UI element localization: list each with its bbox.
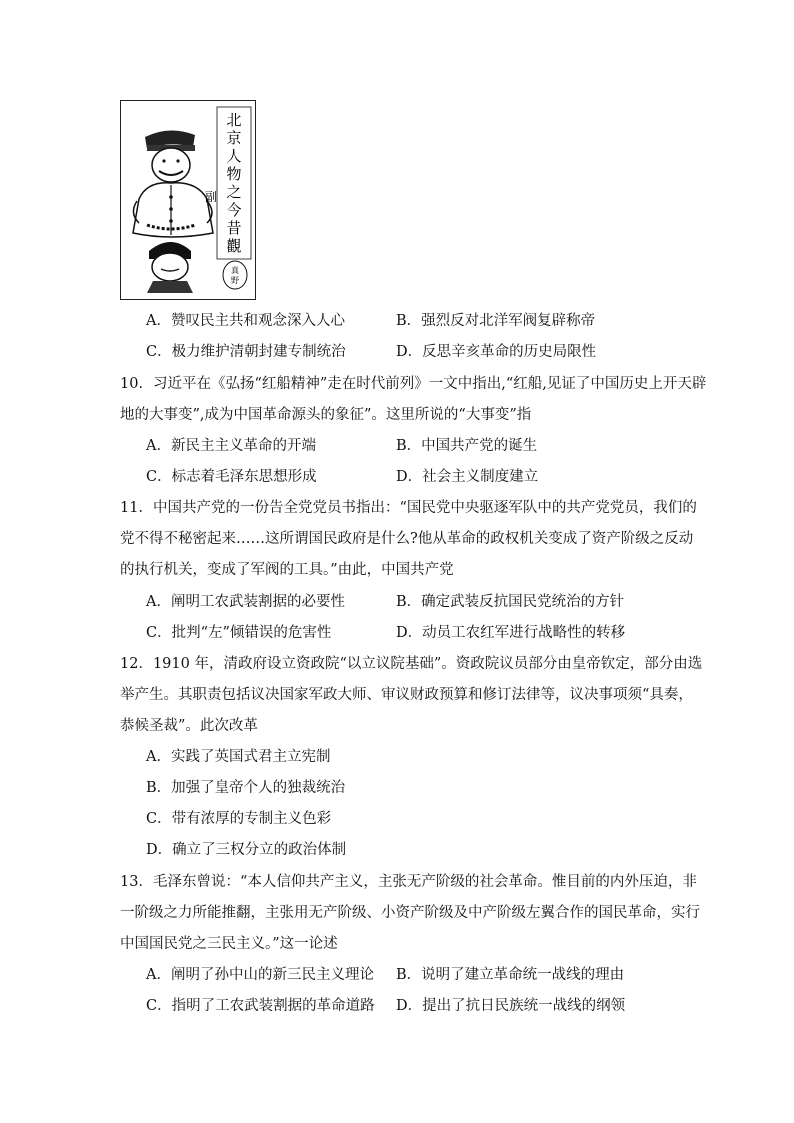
q12-option-b: B．加强了皇帝个人的独裁统治 xyxy=(146,780,346,796)
cartoon-signature: 真 xyxy=(231,266,239,275)
q13-stem-line2: 一阶级之力所能推翻，主张用无产阶级、小资产阶级及中产阶级左翼合作的国民革命，实行 xyxy=(120,905,700,921)
q13-option-b: B．说明了建立革命统一战线的理由 xyxy=(396,967,625,983)
q11-stem-line3: 的执行机关，变成了军阀的工具。”由此，中国共产党 xyxy=(120,562,454,578)
cartoon-caption-char: 人 xyxy=(226,147,242,165)
q10-stem-line1: 10．习近平在《弘扬“红船精神”走在时代前列》一文中指出,“红船,见证了中国历史上开天辟 xyxy=(120,376,707,392)
q9-option-d: D．反思辛亥革命的历史局限性 xyxy=(396,344,597,360)
q12-stem-line3: 恭候圣裁”。此次改革 xyxy=(120,718,258,734)
cartoon-caption-char: 今 xyxy=(226,201,242,219)
q13-option-c: C．指明了工农武装割据的革命道路 xyxy=(146,998,375,1014)
cartoon-mark: 副 xyxy=(204,190,218,204)
q12-option-c: C．带有浓厚的专制主义色彩 xyxy=(146,811,332,827)
q10-stem-line2: 地的大事变”,成为中国革命源头的象征”。这里所说的“大事变”指 xyxy=(120,407,532,423)
q13-option-d: D．提出了抗日民族统一战线的纲领 xyxy=(396,998,626,1014)
q10-option-d: D．社会主义制度建立 xyxy=(396,469,539,485)
cartoon-caption-char: 物 xyxy=(226,165,242,183)
q11-stem-line2: 党不得不秘密起来……这所谓国民政府是什么?他从革命的政权机关变成了资产阶级之反动 xyxy=(120,531,694,547)
cartoon-signature: 野 xyxy=(231,276,239,285)
cartoon-caption-char: 北 xyxy=(226,111,242,129)
q12-stem-line1: 12．1910 年，清政府设立资政院“以立议院基础”。资政院议员部分由皇帝钦定，部分由选 xyxy=(120,656,703,672)
q11-option-a: A．阐明工农武装割据的必要性 xyxy=(146,594,345,610)
q11-option-d: D．动员工农红军进行战略性的转移 xyxy=(396,625,626,641)
q11-option-c: C．批判“左”倾错误的危害性 xyxy=(146,625,332,641)
q9-option-c: C．极力维护清朝封建专制统治 xyxy=(146,344,346,360)
q12-stem-line2: 举产生。其职责包括议决国家军政大师、审议财政预算和修订法律等，议决事项须“具奏， xyxy=(120,687,693,703)
q13-option-a: A．阐明了孙中山的新三民主义理论 xyxy=(146,967,374,983)
q13-stem-line1: 13．毛泽东曾说：“本人信仰共产主义，主张无产阶级的社会革命。惟目前的内外压迫，非 xyxy=(120,874,697,890)
q12-option-d: D．确立了三权分立的政治体制 xyxy=(146,842,347,858)
q11-option-b: B．确定武装反抗国民党统治的方针 xyxy=(396,594,625,610)
cartoon-caption-char: 昔 xyxy=(226,219,242,237)
cartoon-caption-char: 觀 xyxy=(226,237,242,255)
q13-stem-line3: 中国国民党之三民主义。”这一论述 xyxy=(120,936,338,952)
q12-option-a: A．实践了英国式君主立宪制 xyxy=(146,749,331,765)
q10-option-a: A．新民主主义革命的开端 xyxy=(146,438,316,454)
cartoon-caption-char: 之 xyxy=(226,183,242,201)
cartoon-drawing xyxy=(121,101,255,299)
cartoon-caption-char: 京 xyxy=(226,129,242,147)
q10-option-c: C．标志着毛泽东思想形成 xyxy=(146,469,317,485)
cartoon-illustration xyxy=(120,100,256,300)
q11-stem-line1: 11．中国共产党的一份告全党党员书指出：“国民党中央驱逐军队中的共产党党员，我们的 xyxy=(120,500,697,516)
q10-option-b: B．中国共产党的诞生 xyxy=(396,438,538,454)
q9-option-b: B．强烈反对北洋军阀复辟称帝 xyxy=(396,313,596,329)
q9-option-a: A．赞叹民主共和观念深入人心 xyxy=(146,313,345,329)
